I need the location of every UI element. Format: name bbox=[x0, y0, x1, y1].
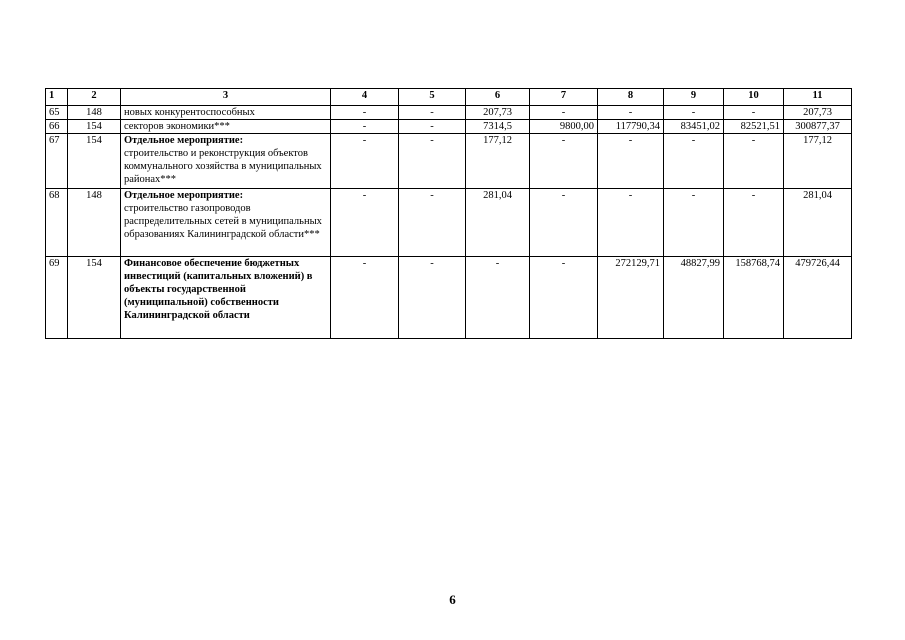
header-row bbox=[46, 89, 852, 106]
value-cell: - bbox=[598, 106, 664, 120]
value-cell: 272129,71 bbox=[598, 257, 664, 339]
value-cell: 177,12 bbox=[466, 134, 530, 189]
value-cell: - bbox=[664, 134, 724, 189]
code-cell: 148 bbox=[68, 106, 121, 120]
total-cell: 207,73 bbox=[784, 106, 852, 120]
header-cell: 11 bbox=[784, 89, 852, 106]
code-cell: 148 bbox=[68, 189, 121, 257]
total-cell: 177,12 bbox=[784, 134, 852, 189]
value-cell: - bbox=[530, 134, 598, 189]
table-row bbox=[46, 106, 852, 120]
value-cell: - bbox=[724, 189, 784, 257]
description-text: строительство газопроводов распределительных сетей в муниципальных образованиях Калининградской области*** bbox=[124, 203, 322, 240]
header-cell: 9 bbox=[664, 89, 724, 106]
header-cell: 7 bbox=[530, 89, 598, 106]
description-cell bbox=[121, 189, 331, 257]
header-cell: 2 bbox=[68, 89, 121, 106]
value-cell: - bbox=[598, 134, 664, 189]
budget-table bbox=[45, 88, 852, 339]
description-title: Отдельное мероприятие: bbox=[124, 135, 244, 146]
table-row bbox=[46, 120, 852, 134]
total-cell: 281,04 bbox=[784, 189, 852, 257]
table-row bbox=[46, 134, 852, 189]
code-cell: 154 bbox=[68, 257, 121, 339]
row-number-cell: 69 bbox=[46, 257, 68, 339]
value-cell: - bbox=[530, 106, 598, 120]
code-cell: 154 bbox=[68, 134, 121, 189]
value-cell: - bbox=[724, 134, 784, 189]
header-cell: 4 bbox=[331, 89, 399, 106]
header-cell: 5 bbox=[399, 89, 466, 106]
value-cell: - bbox=[331, 134, 399, 189]
value-cell: - bbox=[399, 106, 466, 120]
page-number: 6 bbox=[449, 592, 456, 607]
value-cell: 117790,34 bbox=[598, 120, 664, 134]
value-cell: 83451,02 bbox=[664, 120, 724, 134]
value-cell: 281,04 bbox=[466, 189, 530, 257]
value-cell: - bbox=[399, 134, 466, 189]
value-cell: - bbox=[466, 257, 530, 339]
value-cell: 9800,00 bbox=[530, 120, 598, 134]
description-text: новых конкурентоспособных bbox=[124, 107, 255, 118]
header-cell: 1 bbox=[46, 89, 68, 106]
header-cell: 6 bbox=[466, 89, 530, 106]
table-row bbox=[46, 257, 852, 339]
description-text: секторов экономики*** bbox=[124, 121, 230, 132]
header-cell: 8 bbox=[598, 89, 664, 106]
value-cell: - bbox=[664, 106, 724, 120]
row-number-cell: 66 bbox=[46, 120, 68, 134]
table-body bbox=[46, 89, 852, 339]
description-cell bbox=[121, 120, 331, 134]
value-cell: 82521,51 bbox=[724, 120, 784, 134]
value-cell: - bbox=[664, 189, 724, 257]
value-cell: 207,73 bbox=[466, 106, 530, 120]
value-cell: 7314,5 bbox=[466, 120, 530, 134]
value-cell: - bbox=[399, 120, 466, 134]
value-cell: - bbox=[331, 120, 399, 134]
value-cell: - bbox=[399, 257, 466, 339]
table-row bbox=[46, 189, 852, 257]
value-cell: 158768,74 bbox=[724, 257, 784, 339]
value-cell: - bbox=[724, 106, 784, 120]
row-number-cell: 68 bbox=[46, 189, 68, 257]
value-cell: - bbox=[530, 257, 598, 339]
value-cell: - bbox=[598, 189, 664, 257]
value-cell: - bbox=[530, 189, 598, 257]
value-cell: - bbox=[331, 106, 399, 120]
description-cell bbox=[121, 134, 331, 189]
total-cell: 479726,44 bbox=[784, 257, 852, 339]
total-cell: 300877,37 bbox=[784, 120, 852, 134]
description-title: Финансовое обеспечение бюджетных инвестиций (капитальных вложений) в объекты государственной (муниципальной) собственности Калининградской области bbox=[124, 258, 313, 321]
row-number-cell: 67 bbox=[46, 134, 68, 189]
description-cell bbox=[121, 106, 331, 120]
row-number-cell: 65 bbox=[46, 106, 68, 120]
value-cell: - bbox=[399, 189, 466, 257]
header-cell: 10 bbox=[724, 89, 784, 106]
description-title: Отдельное мероприятие: bbox=[124, 190, 244, 201]
code-cell: 154 bbox=[68, 120, 121, 134]
header-cell: 3 bbox=[121, 89, 331, 106]
value-cell: - bbox=[331, 257, 399, 339]
description-cell bbox=[121, 257, 331, 339]
value-cell: - bbox=[331, 189, 399, 257]
value-cell: 48827,99 bbox=[664, 257, 724, 339]
description-text: строительство и реконструкция объектов коммунального хозяйства в муниципальных районах*** bbox=[124, 148, 322, 185]
